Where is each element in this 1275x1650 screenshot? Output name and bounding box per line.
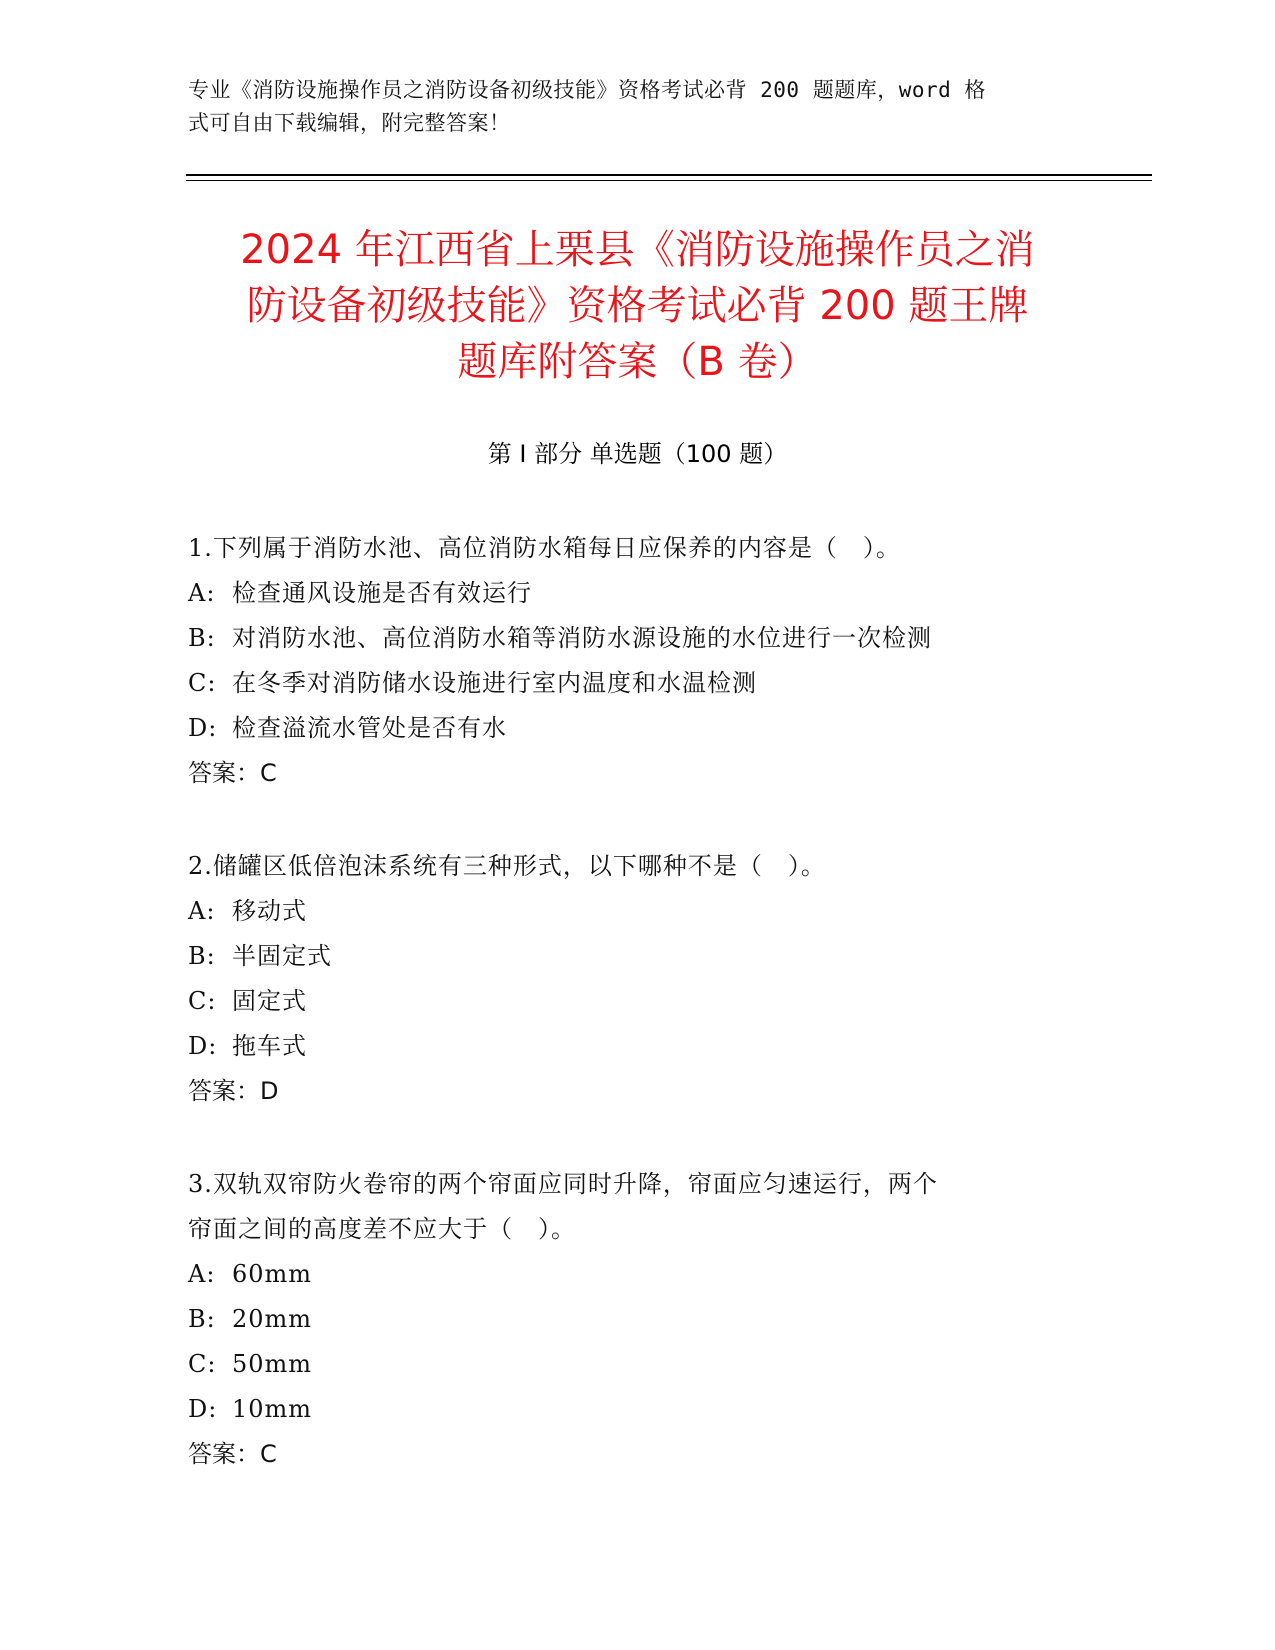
option-c	[188, 661, 1088, 706]
option-b	[188, 934, 1088, 979]
title-line-3: 题库附答案（B 卷）	[457, 339, 818, 385]
option-b	[188, 1297, 1088, 1342]
option-letter: B:	[188, 1305, 216, 1333]
option-text: 在冬季对消防储水设施进行室内温度和水温检测	[232, 669, 757, 697]
option-letter: A:	[188, 1260, 216, 1288]
option-d	[188, 706, 1088, 751]
option-d	[188, 1387, 1088, 1432]
header-rule-thin	[186, 180, 1152, 181]
header-note-line-1: 专业《消防设施操作员之消防设备初级技能》资格考试必背 200 题题库，word 格	[188, 78, 986, 102]
option-letter: D:	[188, 1395, 218, 1423]
option-letter: A:	[188, 897, 216, 925]
option-text: 20mm	[232, 1305, 313, 1333]
option-c	[188, 1342, 1088, 1387]
option-text: 移动式	[232, 897, 307, 925]
option-letter: A:	[188, 579, 216, 607]
option-text: 半固定式	[232, 942, 332, 970]
option-text: 检查溢流水管处是否有水	[232, 714, 507, 742]
option-text: 60mm	[232, 1260, 313, 1288]
option-text: 50mm	[232, 1350, 313, 1378]
option-letter: C:	[188, 669, 217, 697]
option-letter: C:	[188, 987, 217, 1015]
option-text: 检查通风设施是否有效运行	[232, 579, 532, 607]
option-d	[188, 1024, 1088, 1069]
question-stem: 3.双轨双帘防火卷帘的两个帘面应同时升降，帘面应匀速运行，两个	[188, 1170, 938, 1198]
option-letter: C:	[188, 1350, 217, 1378]
option-text: 10mm	[232, 1395, 313, 1423]
title-line-1: 2024 年江西省上栗县《消防设施操作员之消	[240, 227, 1035, 273]
answer: 答案：D	[188, 1077, 279, 1105]
question-stem: 2.储罐区低倍泡沫系统有三种形式，以下哪种不是（ ）。	[188, 852, 826, 880]
option-a	[188, 1252, 1088, 1297]
answer: 答案：C	[188, 1440, 277, 1468]
title-line-2: 防设备初级技能》资格考试必背 200 题王牌	[246, 283, 1029, 329]
option-c	[188, 979, 1088, 1024]
header-rule-thick	[186, 174, 1152, 176]
question-1	[188, 526, 1088, 796]
option-text: 固定式	[232, 987, 307, 1015]
option-a	[188, 571, 1088, 616]
question-2	[188, 844, 1088, 1114]
section-heading: 第 I 部分 单选题（100 题）	[487, 440, 788, 468]
option-b	[188, 616, 1088, 661]
answer: 答案：C	[188, 759, 277, 787]
option-text: 拖车式	[232, 1032, 307, 1060]
option-text: 对消防水池、高位消防水箱等消防水源设施的水位进行一次检测	[232, 624, 932, 652]
question-list	[188, 526, 1088, 1525]
option-a	[188, 889, 1088, 934]
question-stem: 1.下列属于消防水池、高位消防水箱每日应保养的内容是（ ）。	[188, 534, 901, 562]
header-note-line-2: 式可自由下载编辑，附完整答案！	[188, 111, 511, 135]
option-letter: D:	[188, 1032, 218, 1060]
question-stem-continued: 帘面之间的高度差不应大于（ ）。	[188, 1215, 576, 1243]
document-title	[170, 222, 1105, 390]
option-letter: B:	[188, 624, 216, 652]
header-note	[188, 74, 1078, 140]
option-letter: D:	[188, 714, 218, 742]
question-3	[188, 1162, 1088, 1477]
option-letter: B:	[188, 942, 216, 970]
